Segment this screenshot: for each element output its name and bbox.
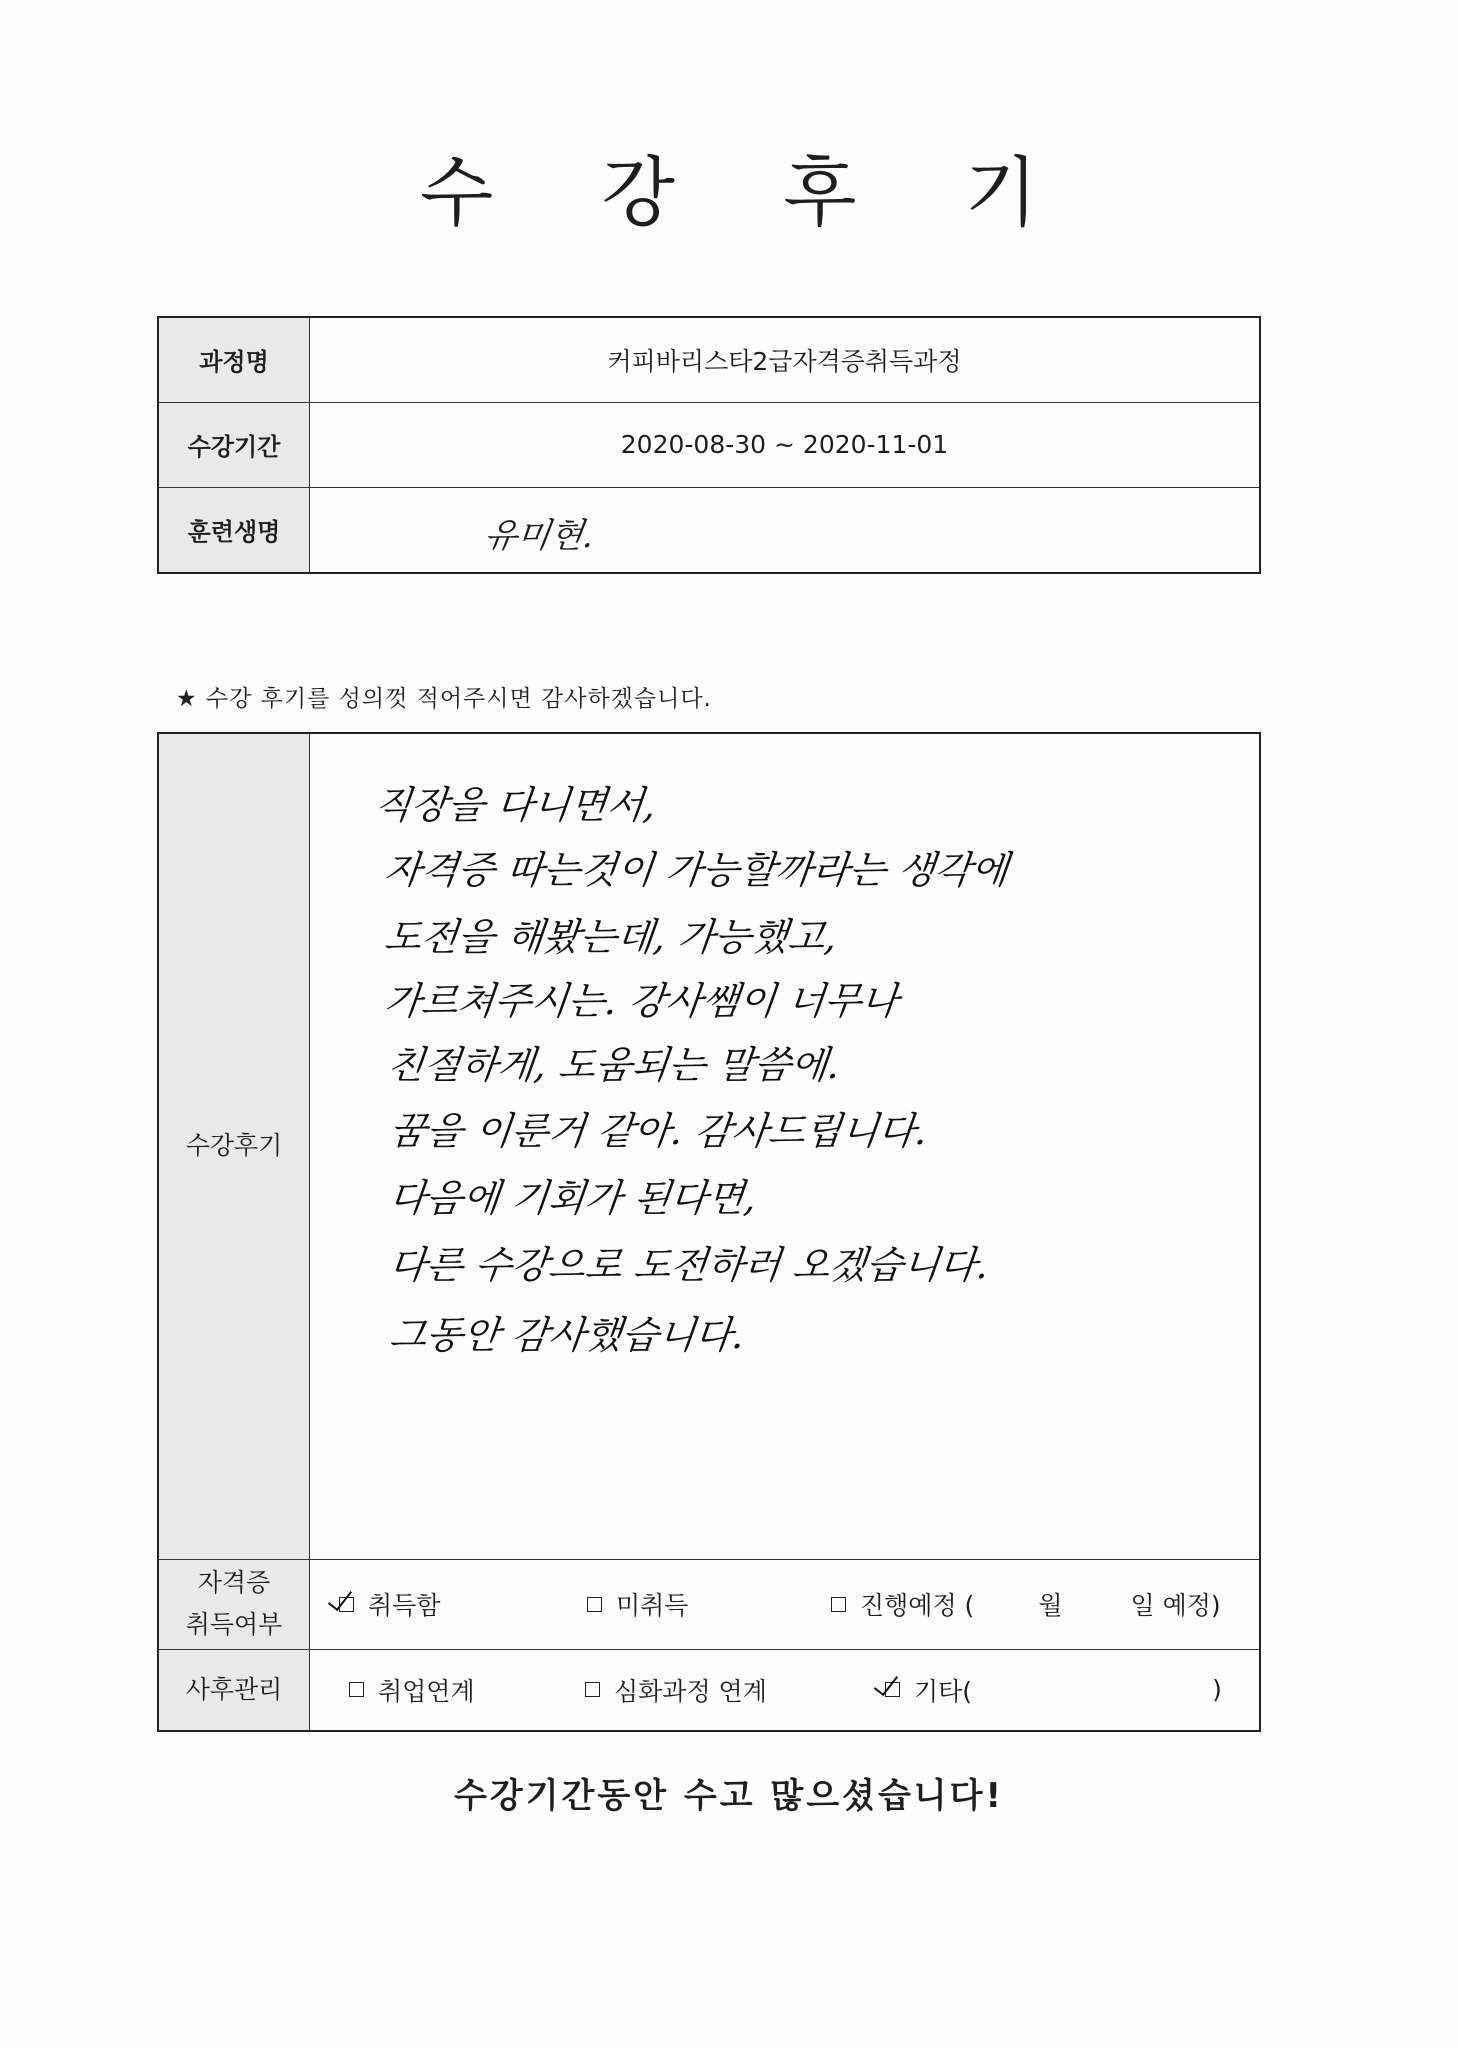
trainee-signature: 유미현. (481, 515, 597, 556)
option-acquired[interactable] (339, 1586, 587, 1622)
trainee-name-cell (310, 487, 1261, 573)
option-other-label: 기타( (914, 1676, 973, 1706)
review-handwritten-area (310, 733, 1261, 1559)
option-acquired-label: 취득함 (368, 1591, 441, 1620)
option-employment-label: 취업연계 (378, 1676, 475, 1706)
aftercare-label: 사후관리 (158, 1649, 310, 1731)
option-not-acquired-label: 미취득 (616, 1591, 689, 1620)
option-other[interactable] (885, 1672, 1222, 1708)
course-name-value: 커피바리스타2급자격증취득과정 (310, 317, 1261, 402)
checkbox-icon[interactable] (585, 1682, 600, 1697)
checkbox-icon[interactable] (349, 1682, 364, 1697)
option-in-progress[interactable] (831, 1586, 1221, 1622)
checkbox-icon[interactable] (831, 1597, 846, 1612)
review-label: 수강후기 (158, 733, 310, 1559)
option-advanced-course[interactable] (585, 1672, 885, 1708)
review-line: 도전을 해봤는데, 가능했고, (382, 915, 840, 959)
option-month-label: 월 (1038, 1591, 1063, 1620)
option-employment[interactable] (349, 1672, 585, 1708)
review-line: 가르쳐주시는. 강사쌤이 너무나 (382, 979, 901, 1023)
course-period-label: 수강기간 (158, 402, 310, 487)
option-not-acquired[interactable] (587, 1586, 831, 1622)
closing-message: 수강기간동안 수고 많으셨습니다! (454, 1776, 1004, 1816)
certificate-status-label (158, 1559, 310, 1649)
certificate-label-line2: 취득여부 (185, 1610, 283, 1639)
review-line: 직장을 다니면서, (372, 783, 659, 827)
review-line: 자격증 따는것이 가능할까라는 생각에 (382, 848, 1011, 892)
course-info-table (157, 316, 1261, 574)
page-title: 수 강 후 기 (419, 148, 1081, 237)
review-line: 다른 수강으로 도전하러 오겠습니다. (387, 1243, 991, 1287)
checkbox-checked-icon[interactable] (885, 1682, 900, 1697)
review-instruction-note: ★ 수강 후기를 성의껏 적어주시면 감사하겠습니다. (176, 686, 712, 712)
option-other-close: ) (1212, 1675, 1222, 1705)
certificate-label-line1: 자격증 (197, 1567, 271, 1597)
aftercare-options (310, 1649, 1261, 1731)
certificate-options (310, 1559, 1261, 1649)
review-line: 친절하게, 도움되는 말씀에. (385, 1043, 843, 1087)
review-line: 그동안 감사했습니다. (387, 1313, 747, 1357)
review-line: 꿈을 이룬거 같아. 감사드립니다. (387, 1109, 930, 1153)
checkbox-icon[interactable] (587, 1597, 602, 1612)
option-in-progress-label: 진행예정 ( (860, 1591, 975, 1620)
review-line: 다음에 기회가 된다면, (387, 1176, 759, 1220)
option-day-label: 일 예정) (1130, 1591, 1221, 1620)
review-table (157, 732, 1261, 1732)
course-period-value: 2020-08-30 ~ 2020-11-01 (310, 402, 1261, 487)
trainee-name-label: 훈련생명 (158, 487, 310, 573)
course-name-label: 과정명 (158, 317, 310, 402)
checkbox-checked-icon[interactable] (339, 1597, 354, 1612)
option-advanced-course-label: 심화과정 연계 (614, 1676, 767, 1706)
